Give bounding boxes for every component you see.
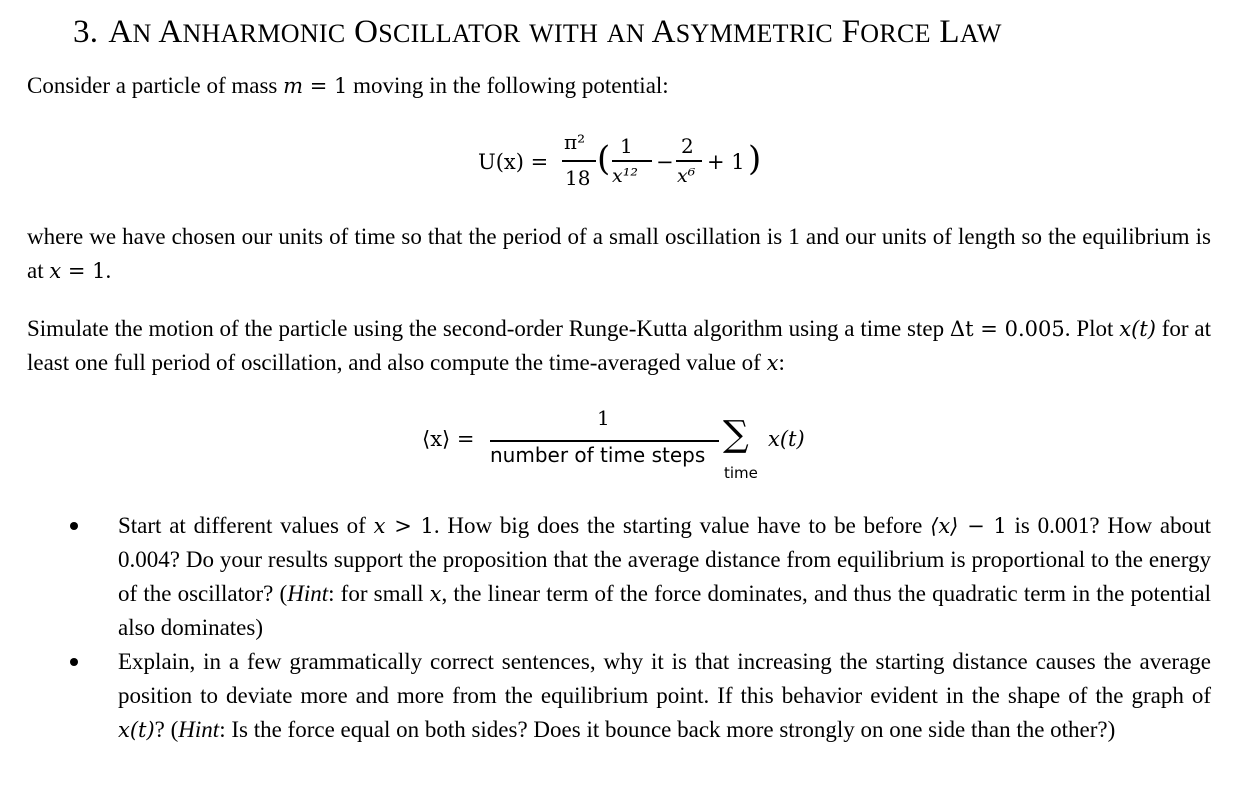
term1-numerator: 1 [620,134,633,158]
left-paren: ( [597,139,611,179]
average-denominator: number of time steps [490,443,706,467]
question-2: Explain, in a few grammatically correct sentences, why it is that increasing the starting distance causes the average position to deviate more and more from the equilibrium point. If this behavior evident in the shape of the graph of x(t)? (Hint: Is the force equal on both sides? Does it bounce back more strongly on one side than the other?) [118,649,1211,742]
term2-numerator: 2 [681,134,694,158]
heading-word: FORCE [841,14,931,50]
term2-fraction-bar [676,160,702,162]
question-1: Start at different values of x > 1. How big does the starting value have to be before ⟨x⟩ − 1 is 0.001? How about 0.004? Do your results support the proposition that the average distance from equilibrium is proportional to the energy of the oscillator? (Hint: for small x, the linear term of the force dominates, and thus the quadratic term in the potential also dominates) [118,513,1211,640]
coefficient-numerator: π² [564,130,586,154]
time-step-symbol: Δt [949,317,974,341]
heading-word: ASYMMETRIC [651,14,834,50]
units-paragraph: where we have chosen our units of time so that the period of a small oscillation is 1 and our units of length so the equilibrium is at x = 1. [27,224,1211,283]
question-list [0,509,1251,747]
list-item [0,645,1251,747]
term2-denominator: x⁶ [677,165,696,187]
average-numerator: 1 [597,406,610,430]
simulate-paragraph: Simulate the motion of the particle using the second-order Runge-Kutta algorithm using a time step Δt = 0.005. Plot x(t) for at least one full period of oscillation, and also compute the time-averaged value of x: [27,316,1211,375]
potential-lhs: U(x) = [478,150,549,174]
plus-one: + 1 [707,150,745,174]
intro-paragraph: Consider a particle of mass m = 1 moving in the following potential: [27,73,669,98]
heading-word: OSCILLATOR [354,14,521,50]
section-heading [73,14,1002,51]
right-paren: ) [748,139,762,179]
time-step-value: = 0.005 [973,317,1065,341]
average-lhs: ⟨x⟩ = [422,427,475,451]
bullet-icon [70,658,78,666]
bullet-icon [70,522,78,530]
coefficient-denominator: 18 [565,166,591,190]
mass-symbol: m [283,74,304,98]
term1-fraction-bar [612,160,652,162]
summation-subscript: time [724,464,758,482]
average-fraction-bar [490,440,719,442]
section-title [108,14,1001,50]
potential-equation [478,128,798,198]
summation-symbol: ∑ [723,414,749,455]
term1-denominator: x¹² [612,165,638,187]
section-number: 3. [73,14,99,50]
list-item [0,509,1251,645]
heading-word: LAW [939,14,1002,50]
heading-word: AN [108,14,152,50]
minus-sign: − [656,150,674,174]
heading-word: ANHARMONIC [158,14,346,50]
heading-word: WITH [529,19,599,48]
summand: x(t) [768,427,805,451]
heading-word: AN [606,19,645,48]
coefficient-fraction-bar [562,160,596,162]
average-equation [420,400,840,490]
